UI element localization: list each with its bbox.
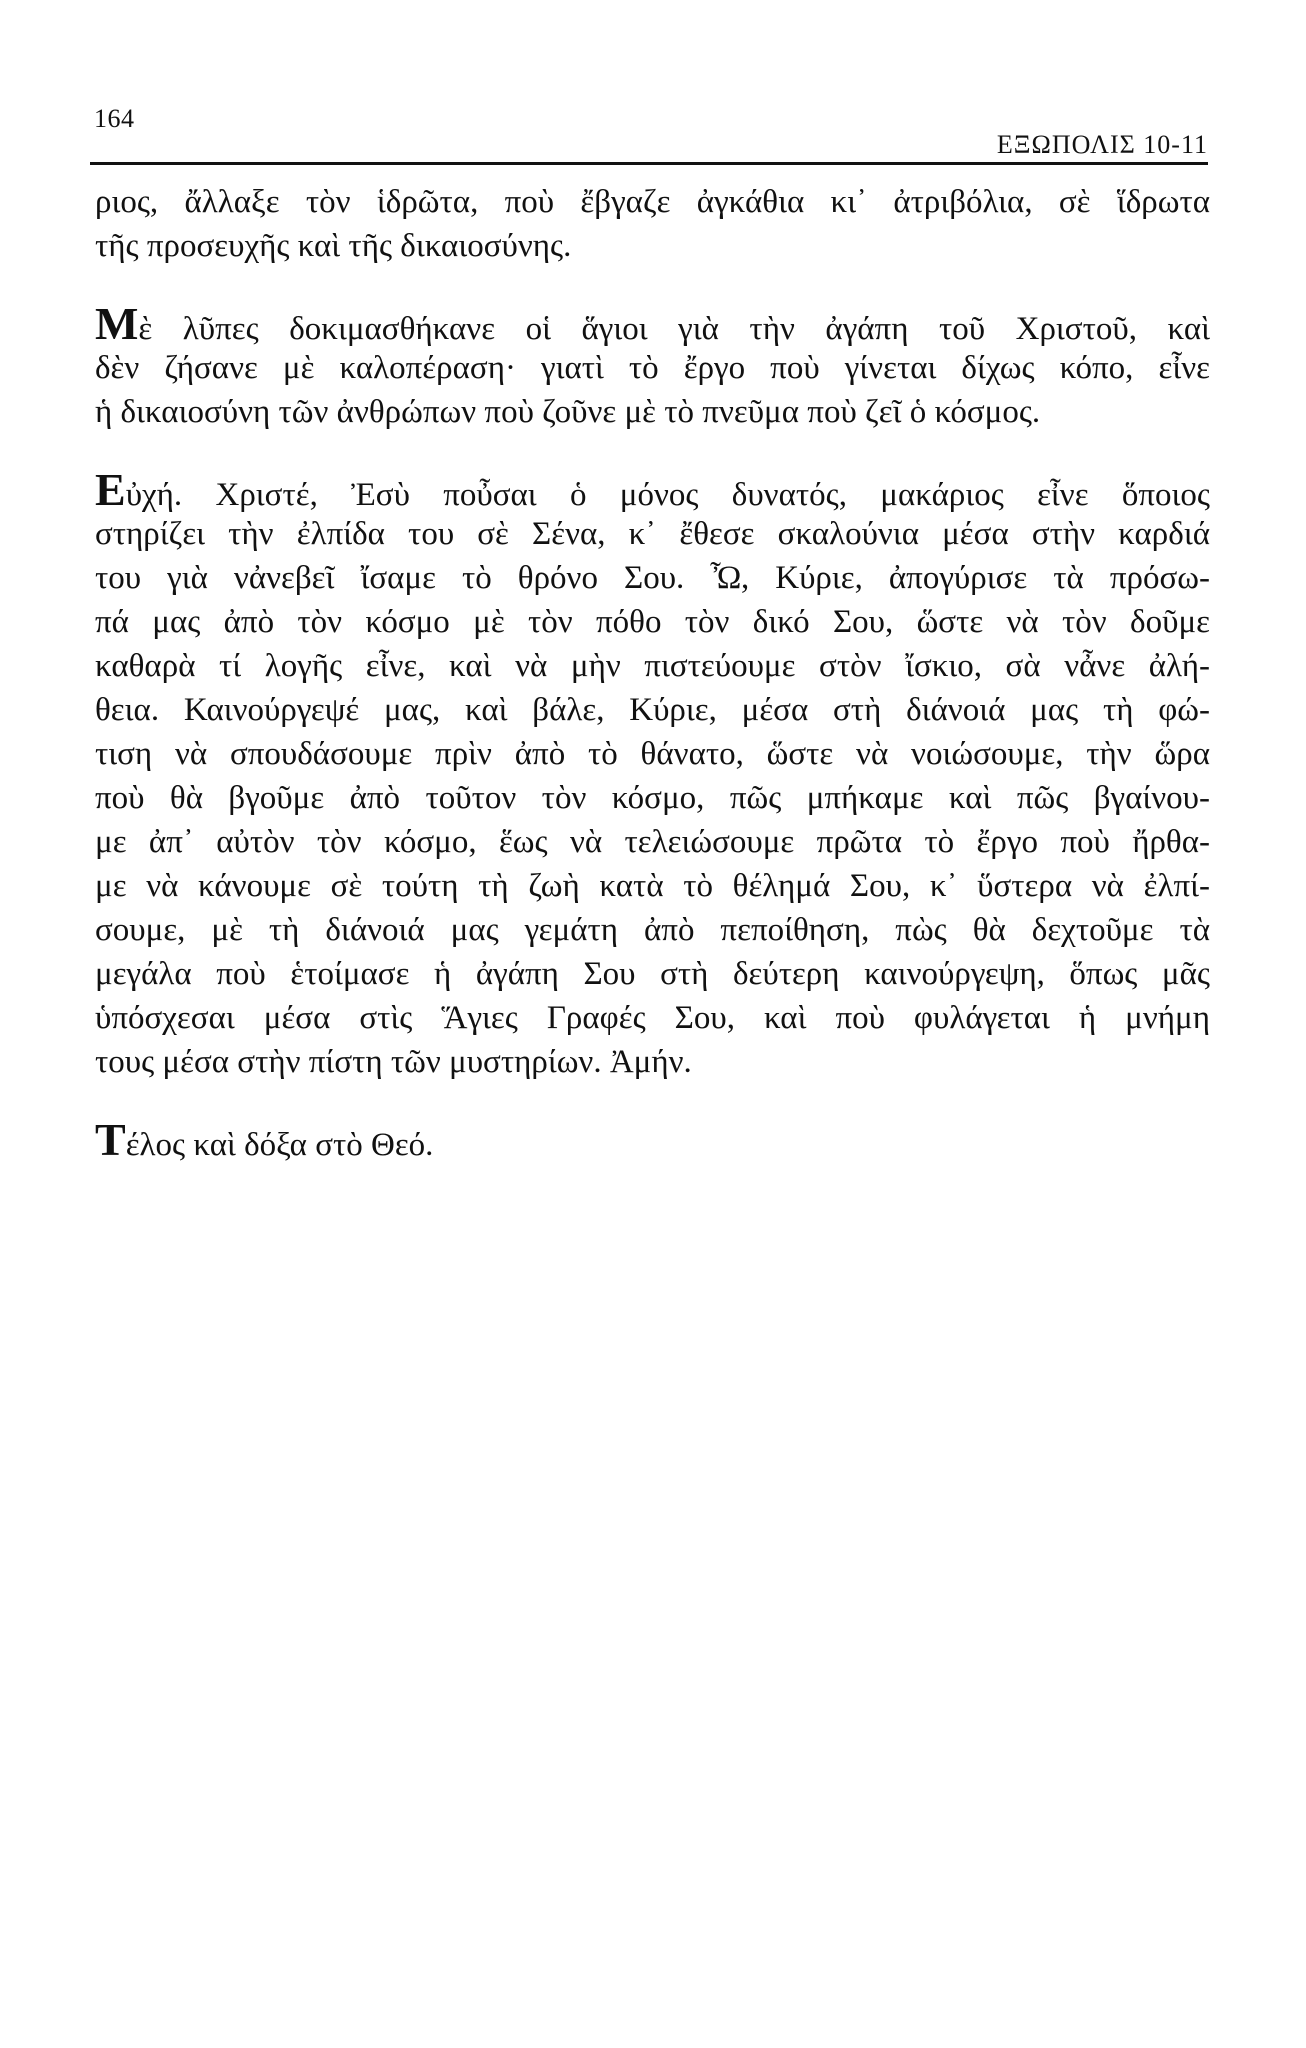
text-line: με νὰ κάνουμε σὲ τούτη τὴ ζωὴ κατὰ τὸ θέλημά Σου, κ᾽ ὕστερα νὰ ἐλπί- [95,868,1210,904]
text-line: τῆς προσευχῆς καὶ τῆς δικαιοσύνης. [95,228,572,264]
paragraph-ending [95,1114,1210,1165]
page-number: 164 [94,104,135,133]
text-line: πά μας ἀπὸ τὸν κόσμο μὲ τὸν πόθο τὸν δικό Σου, ὥστε νὰ τὸν δοῦμε [95,604,1210,640]
text-line: καθαρὰ τί λογῆς εἶνε, καὶ νὰ μὴν πιστεύουμε στὸν ἴσκιο, σὰ νἆνε ἀλή- [95,648,1210,684]
text-line: τους μέσα στὴν πίστη τῶν μυστηρίων. Ἀμήν. [95,1044,692,1080]
text-line: ὑπόσχεσαι μέσα στὶς Ἅγιες Γραφές Σου, καὶ ποὺ φυλάγεται ἡ μνήμη [95,1000,1210,1036]
initial-letter: Μ [95,298,139,349]
text-line-rest: ὐχή. Χριστέ, Ἐσὺ ποὖσαι ὁ μόνος δυνατός, μακάριος εἶνε ὅποιος [125,477,1210,513]
text-line: τιση νὰ σπουδάσουμε πρὶν ἀπὸ τὸ θάνατο, ὥστε νὰ νοιώσουμε, τὴν ὥρα [95,736,1210,772]
body-text [95,180,1210,1196]
text-line: ποὺ θὰ βγοῦμε ἀπὸ τοῦτον τὸν κόσμο, πῶς μπήκαμε καὶ πῶς βγαίνου- [95,780,1210,816]
text-line [95,464,1210,515]
text-line-rest: ὲ λῦπες δοκιμασθήκανε οἱ ἅγιοι γιὰ τὴν ἀγάπη τοῦ Χριστοῦ, καὶ [138,311,1210,347]
text-line [95,1114,1210,1165]
text-line [95,298,1210,349]
text-line: με ἀπ᾽ αὐτὸν τὸν κόσμο, ἕως νὰ τελειώσουμε πρῶτα τὸ ἔργο ποὺ ἤρθα- [95,824,1210,860]
text-line-rest: έλος καὶ δόξα στὸ Θεό. [125,1127,434,1163]
text-line: ριος, ἄλλαξε τὸν ἱδρῶτα, ποὺ ἔβγαζε ἀγκάθια κι᾽ ἀτριβόλια, σὲ ἵδρωτα [95,184,1210,220]
page-header [90,98,1208,164]
text-line: σουμε, μὲ τὴ διάνοιά μας γεμάτη ἀπὸ πεποίθηση, πὼς θὰ δεχτοῦμε τὰ [95,912,1210,948]
text-line: δὲν ζήσανε μὲ καλοπέραση· γιατὶ τὸ ἔργο ποὺ γίνεται δίχως κόπο, εἶνε [95,350,1210,386]
text-line: του γιὰ νἀνεβεῖ ἴσαμε τὸ θρόνο Σου. Ὦ, Κύριε, ἀπογύρισε τὰ πρόσω- [95,560,1210,596]
initial-letter: Ε [95,464,126,515]
initial-letter: Τ [95,1114,126,1165]
text-line: μεγάλα ποὺ ἑτοίμασε ἡ ἀγάπη Σου στὴ δεύτερη καινούργεψη, ὅπως μᾶς [95,956,1210,992]
text-line: στηρίζει τὴν ἐλπίδα του σὲ Σένα, κ᾽ ἔθεσε σκαλούνια μέσα στὴν καρδιά [95,516,1210,552]
text-line: θεια. Καινούργεψέ μας, καὶ βάλε, Κύριε, μέσα στὴ διάνοιά μας τὴ φώ- [95,692,1210,728]
paragraph-continuation [95,180,1210,268]
running-title: ΕΞΩΠΟΛΙΣ 10-11 [996,130,1208,159]
paragraph-saints [95,298,1210,434]
text-line: ἡ δικαιοσύνη τῶν ἀνθρώπων ποὺ ζοῦνε μὲ τὸ πνεῦμα ποὺ ζεῖ ὁ κόσμος. [95,394,1041,430]
paragraph-prayer [95,464,1210,1084]
header-rule [90,162,1208,165]
